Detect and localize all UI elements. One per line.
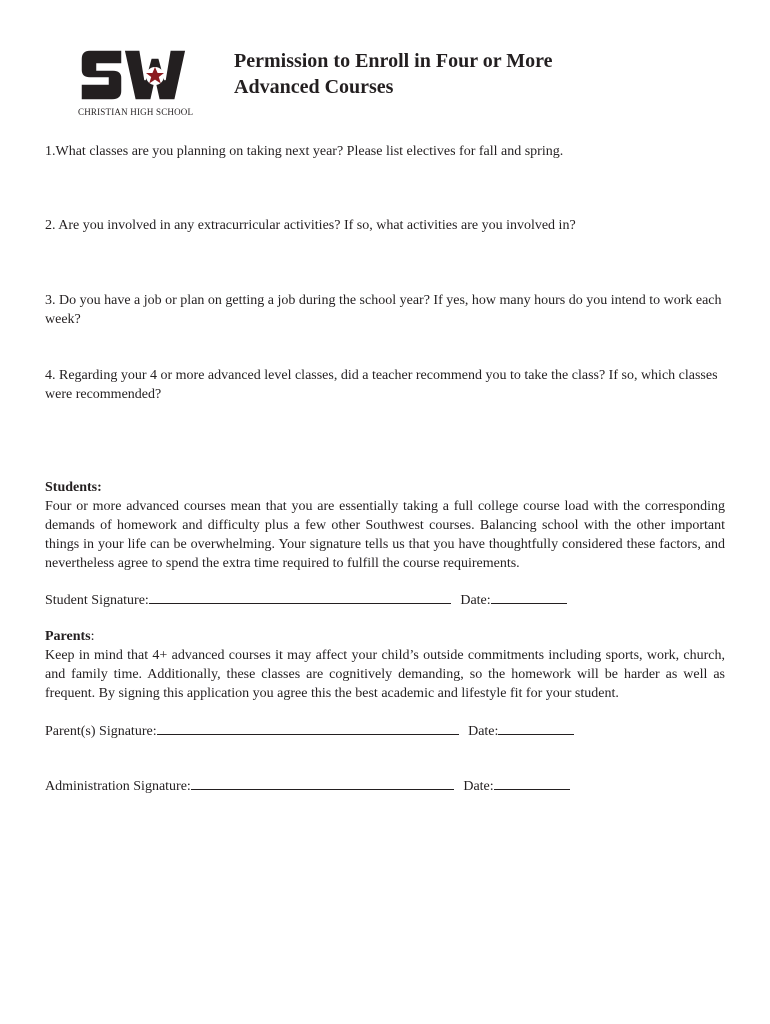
parents-heading [45,627,725,646]
student-signature-label: Student Signature: [45,593,149,608]
admin-signature-field[interactable] [191,775,454,790]
parent-signature-label: Parent(s) Signature: [45,724,157,739]
question-1: 1.What classes are you planning on taking next year? Please list electives for fall and spring. [45,144,564,159]
student-signature-row [45,589,567,610]
student-date-label: Date: [460,593,491,608]
parent-date-label: Date: [468,724,499,739]
admin-signature-row [45,775,570,796]
student-date-field[interactable] [491,589,567,604]
parents-text: Keep in mind that 4+ advanced courses it may affect your child’s outside commitments including sports, work, church, and family time. Additionally, these classes are cognitively demanding, so the homework will be harder as well as frequent. By signing this application you agree this the best academic and lifestyle fit for your student. [45,648,725,701]
parent-signature-row [45,720,574,741]
parents-section [45,627,725,703]
title-line-1: Permission to Enroll in Four or More [234,50,553,72]
parent-signature-field[interactable] [157,720,459,735]
admin-date-field[interactable] [494,775,570,790]
question-4: 4. Regarding your 4 or more advanced level classes, did a teacher recommend you to take the class? If so, which classes were recommended? [45,368,718,402]
question-3: 3. Do you have a job or plan on getting a job during the school year? If yes, how many hours do you intend to work each week? [45,293,722,327]
admin-signature-label: Administration Signature: [45,779,191,794]
page-title [234,48,654,100]
parents-heading-text: Parents [45,629,91,644]
students-heading: Students: [45,480,102,495]
parent-date-field[interactable] [498,720,574,735]
logo-caption: CHRISTIAN HIGH SCHOOL [78,107,194,117]
school-logo [78,44,202,122]
admin-date-label: Date: [463,779,494,794]
sw-logo-mark [78,44,202,106]
question-2: 2. Are you involved in any extracurricular activities? If so, what activities are you involved in? [45,218,576,233]
title-line-2: Advanced Courses [234,76,394,98]
students-text: Four or more advanced courses mean that you are essentially taking a full college course load with the corresponding demands of homework and difficulty plus a few other Southwest courses. Balancing school with the other important things in your life can be overwhelming. Your signature tells us that you have thoughtfully considered these factors, and nevertheless agree to spend the extra time required to fulfill the course requirements. [45,499,725,571]
student-signature-field[interactable] [149,589,451,604]
parents-heading-colon: : [90,629,95,644]
students-section [45,478,725,573]
